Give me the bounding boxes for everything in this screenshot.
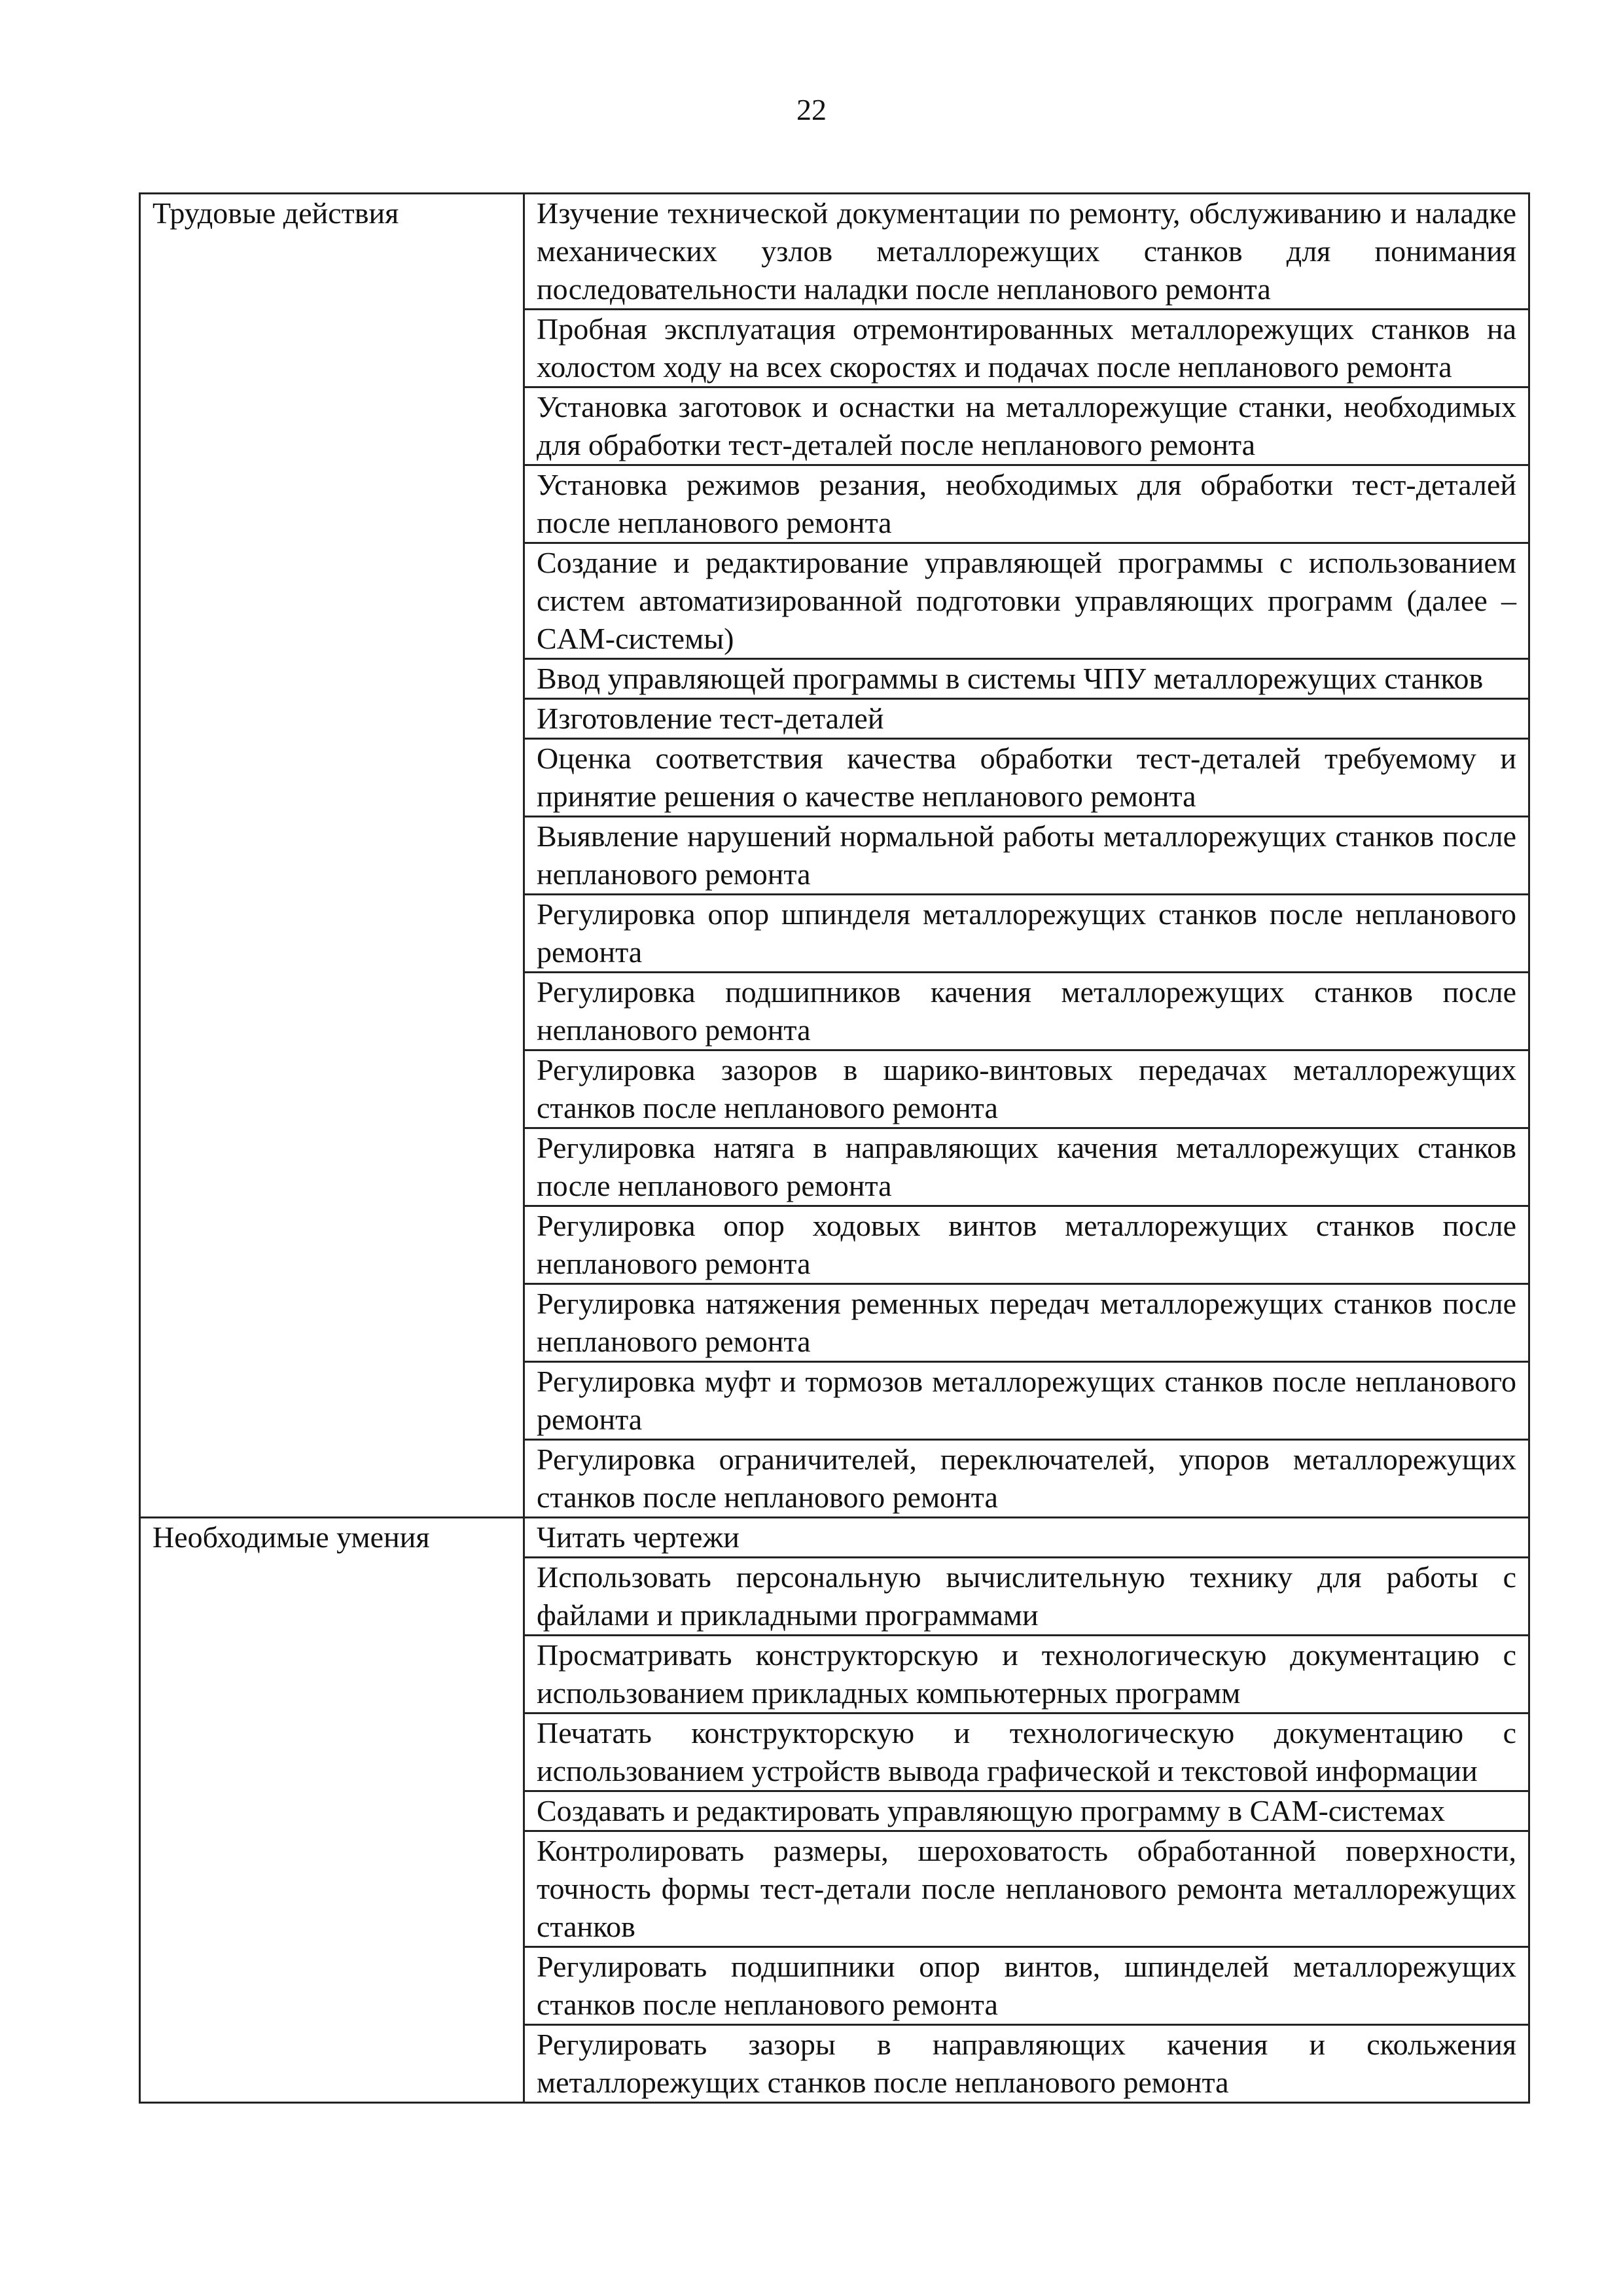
requirement-text: Просматривать конструкторскую и технологическую документацию с использованием прикладных компьютерных программ	[524, 1636, 1529, 1713]
requirement-text: Создавать и редактировать управляющую программу в CAM-системах	[524, 1791, 1529, 1831]
requirement-text: Регулировка опор шпинделя металлорежущих станков после непланового ремонта	[524, 895, 1529, 973]
requirement-text: Регулировка подшипников качения металлорежущих станков после непланового ремонта	[524, 973, 1529, 1050]
requirement-text: Выявление нарушений нормальной работы металлорежущих станков после непланового ремонта	[524, 817, 1529, 895]
table-body	[140, 194, 1529, 2103]
requirement-text: Регулировка зазоров в шарико-винтовых передачах металлорежущих станков после непланового ремонта	[524, 1050, 1529, 1128]
requirement-text: Регулировка ограничителей, переключателей, упоров металлорежущих станков после непланового ремонта	[524, 1440, 1529, 1518]
table-row	[140, 194, 1529, 310]
requirement-text: Установка режимов резания, необходимых для обработки тест-деталей после непланового ремонта	[524, 465, 1529, 543]
requirement-text: Использовать персональную вычислительную технику для работы с файлами и прикладными программами	[524, 1558, 1529, 1636]
requirement-text: Регулировать зазоры в направляющих качения и скольжения металлорежущих станков после непланового ремонта	[524, 2025, 1529, 2103]
requirements-table	[139, 192, 1530, 2104]
requirement-text: Печатать конструкторскую и технологическую документацию с использованием устройств вывода графической и текстовой информации	[524, 1713, 1529, 1791]
section-label: Трудовые действия	[140, 194, 524, 1518]
requirement-text: Изучение технической документации по ремонту, обслуживанию и наладке механических узлов металлорежущих станков для понимания последовательности наладки после непланового ремонта	[524, 194, 1529, 310]
requirement-text: Изготовление тест-деталей	[524, 699, 1529, 739]
requirement-text: Регулировать подшипники опор винтов, шпинделей металлорежущих станков после непланового ремонта	[524, 1947, 1529, 2025]
requirement-text: Установка заготовок и оснастки на металлорежущие станки, необходимых для обработки тест-деталей после непланового ремонта	[524, 387, 1529, 465]
requirement-text: Регулировка опор ходовых винтов металлорежущих станков после непланового ремонта	[524, 1206, 1529, 1284]
requirement-text: Пробная эксплуатация отремонтированных металлорежущих станков на холостом ходу на всех скоростях и подачах после непланового ремонта	[524, 310, 1529, 387]
requirement-text: Регулировка натяга в направляющих качения металлорежущих станков после непланового ремонта	[524, 1128, 1529, 1206]
requirement-text: Ввод управляющей программы в системы ЧПУ металлорежущих станков	[524, 659, 1529, 699]
requirement-text: Регулировка муфт и тормозов металлорежущих станков после непланового ремонта	[524, 1362, 1529, 1440]
requirement-text: Регулировка натяжения ременных передач металлорежущих станков после непланового ремонта	[524, 1284, 1529, 1362]
requirement-text: Оценка соответствия качества обработки тест-деталей требуемому и принятие решения о качестве непланового ремонта	[524, 739, 1529, 817]
requirement-text: Читать чертежи	[524, 1518, 1529, 1558]
page-number: 22	[796, 93, 827, 126]
section-label: Необходимые умения	[140, 1518, 524, 2103]
requirement-text: Контролировать размеры, шероховатость обработанной поверхности, точность формы тест-детали после непланового ремонта металлорежущих станков	[524, 1831, 1529, 1947]
table-row	[140, 1518, 1529, 1558]
requirement-text: Создание и редактирование управляющей программы с использованием систем автоматизированной подготовки управляющих программ (далее – CAM-системы)	[524, 543, 1529, 659]
